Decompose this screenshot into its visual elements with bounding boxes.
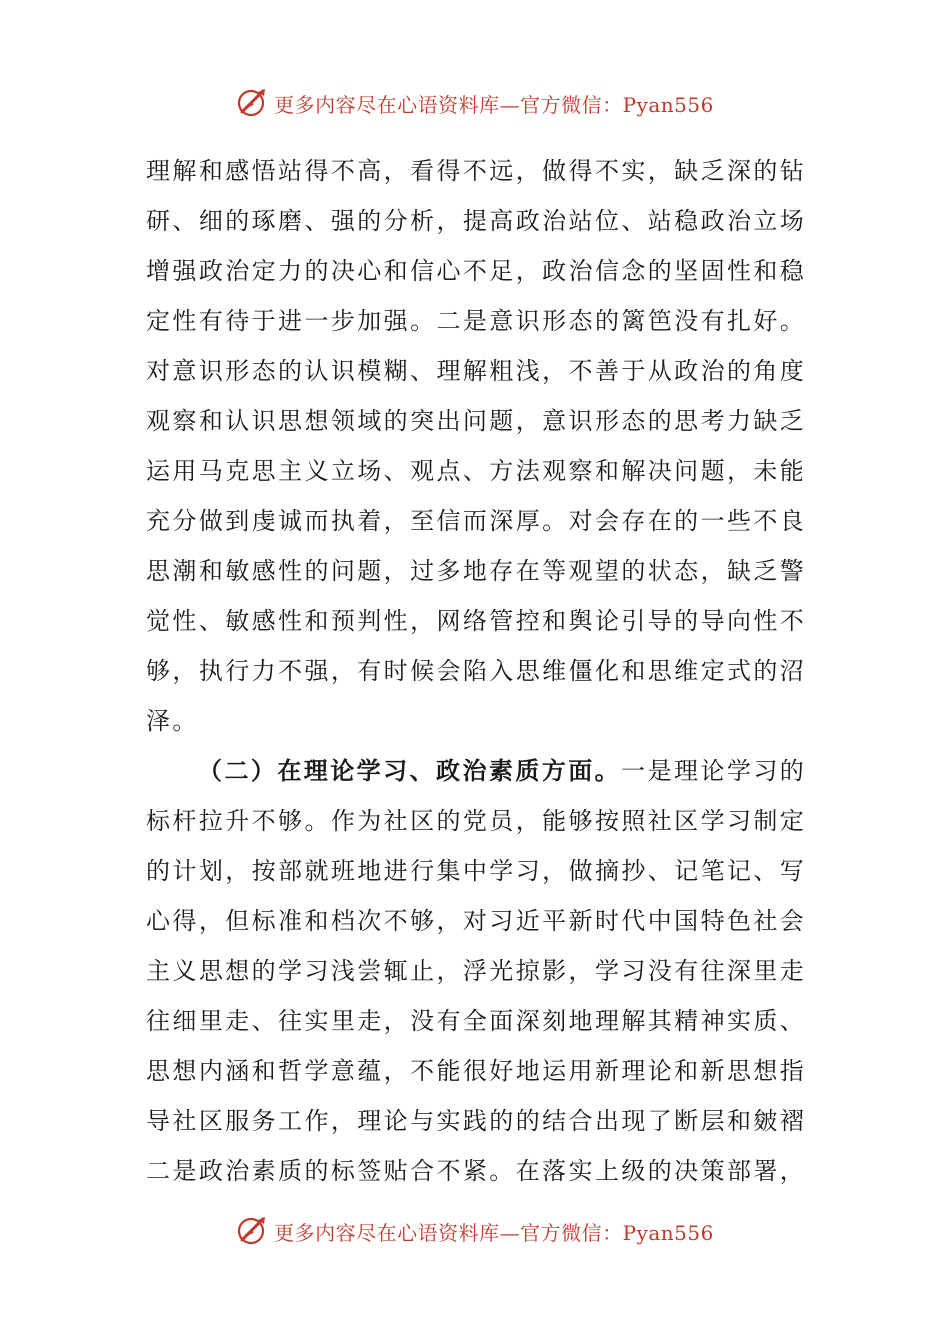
text-line: 标杆拉升不够。作为社区的党员，能够按照社区学习制定 [146, 807, 806, 835]
text-line: 泽。 [146, 707, 199, 735]
header-banner [0, 83, 950, 123]
paragraph-1 [146, 146, 806, 746]
text-line: 定性有待于进一步加强。二是意识形态的篱笆没有扎好。 [146, 307, 806, 335]
text-line: 主义思想的学习浅尝辄止，浮光掠影，学习没有往深里走 [146, 957, 806, 985]
text-line: 导社区服务工作，理论与实践的的结合出现了断层和皴褶 [146, 1107, 806, 1135]
section-heading: （二）在理论学习、政治素质方面。 [198, 756, 622, 785]
text-line: 对意识形态的认识模糊、理解粗浅，不善于从政治的角度 [146, 357, 806, 385]
text-line: 心得，但标准和档次不够，对习近平新时代中国特色社会 [146, 907, 806, 935]
text-line: 理解和感悟站得不高，看得不远，做得不实，缺乏深的钻 [146, 157, 806, 185]
paragraph-2-first-line [146, 746, 806, 796]
pen-logo-icon [236, 1214, 270, 1248]
text-line: 观察和认识思想领域的突出问题，意识形态的思考力缺乏 [146, 407, 806, 435]
text-line: 运用马克思主义立场、观点、方法观察和解决问题，未能 [146, 457, 806, 485]
text-line: 研、细的琢磨、强的分析，提高政治站位、站稳政治立场 [146, 207, 806, 235]
text-line: 思潮和敏感性的问题，过多地存在等观望的状态，缺乏警 [146, 557, 806, 585]
text-line: 思想内涵和哲学意蕴，不能很好地运用新理论和新思想指 [146, 1057, 806, 1085]
text-line: 二是政治素质的标签贴合不紧。在落实上级的决策部署， [146, 1157, 806, 1185]
footer-banner [0, 1211, 950, 1251]
footer-banner-text: 更多内容尽在心语资料库—官方微信：Pyan556 [274, 1220, 714, 1245]
text-line: 增强政治定力的决心和信心不足，政治信念的坚固性和稳 [146, 257, 806, 285]
text-line: 够，执行力不强，有时候会陷入思维僵化和思维定式的沼 [146, 657, 806, 685]
pen-logo-icon [236, 86, 270, 120]
text-line: 的计划，按部就班地进行集中学习，做摘抄、记笔记、写 [146, 857, 806, 885]
header-banner-text: 更多内容尽在心语资料库—官方微信：Pyan556 [274, 92, 714, 117]
text-line: 往细里走、往实里走，没有全面深刻地理解其精神实质、 [146, 1007, 806, 1035]
paragraph-2 [146, 746, 806, 1196]
text-line: 觉性、敏感性和预判性，网络管控和舆论引导的导向性不 [146, 607, 806, 635]
text-line: 充分做到虔诚而执着，至信而深厚。对会存在的一些不良 [146, 507, 806, 535]
text-fragment: 一是理论学习的 [621, 757, 806, 785]
document-body [146, 146, 806, 1196]
